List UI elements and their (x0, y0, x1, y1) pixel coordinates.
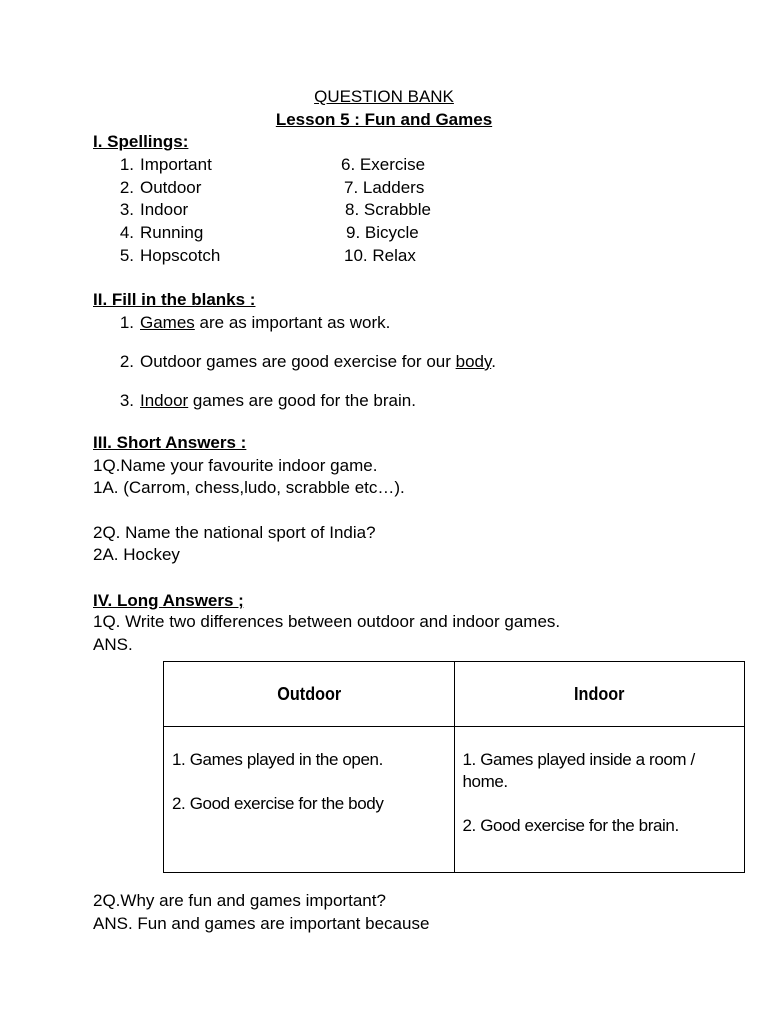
table-cell-line: 1. Games played in the open. (172, 750, 383, 769)
table-cell-line: 1. Games played inside a room / home. (462, 750, 695, 791)
spellings-heading: I. Spellings: (93, 132, 189, 151)
spelling-item: 4. Running (119, 223, 204, 242)
question-text: 2Q. Name the national sport of India? (93, 523, 376, 542)
lesson-title: Lesson 5 : Fun and Games (275, 110, 493, 129)
spelling-item: 5. Hopscotch (119, 246, 221, 265)
spelling-item: 1. Important (119, 155, 212, 174)
table-header-indoor: Indoor (469, 662, 730, 727)
table-cell-line: 2. Good exercise for the body (172, 794, 384, 813)
spelling-item: 6. Exercise (341, 155, 426, 174)
spelling-item: 3. Indoor (119, 200, 189, 219)
table-cell-line: 2. Good exercise for the brain. (462, 816, 679, 835)
differences-table (163, 661, 745, 873)
short-answers-heading: III. Short Answers : (93, 433, 247, 452)
answer-label: ANS. (93, 635, 133, 654)
answer-blank: Games (140, 313, 195, 332)
fill-blank-item: 1. Games are as important as work. (119, 313, 391, 332)
long-answers-heading: IV. Long Answers ; (93, 591, 244, 610)
answer-text: 1A. (Carrom, chess,ludo, scrabble etc…). (93, 478, 405, 497)
spelling-item: 10. Relax (344, 246, 416, 265)
page-title: QUESTION BANK (314, 87, 454, 106)
question-text: 1Q.Name your favourite indoor game. (93, 456, 378, 475)
answer-text: ANS. Fun and games are important because (93, 914, 430, 933)
spelling-item: 9. Bicycle (346, 223, 419, 242)
fill-blank-item: 2. Outdoor games are good exercise for our body. (119, 352, 496, 371)
answer-text: 2A. Hockey (93, 545, 180, 564)
table-header-outdoor: Outdoor (178, 662, 439, 727)
spelling-item: 7. Ladders (344, 178, 425, 197)
question-text: 2Q.Why are fun and games important? (93, 891, 386, 910)
fill-blanks-heading: II. Fill in the blanks : (93, 290, 256, 309)
answer-blank: Indoor (140, 391, 189, 410)
table-cell-indoor (454, 727, 745, 873)
answer-blank: body (455, 352, 492, 371)
fill-blank-item: 3. Indoor games are good for the brain. (119, 391, 416, 410)
question-text: 1Q. Write two differences between outdoor and indoor games. (93, 612, 561, 631)
table-cell-outdoor (164, 727, 455, 873)
spelling-item: 2. Outdoor (119, 178, 202, 197)
spelling-item: 8. Scrabble (345, 200, 431, 219)
